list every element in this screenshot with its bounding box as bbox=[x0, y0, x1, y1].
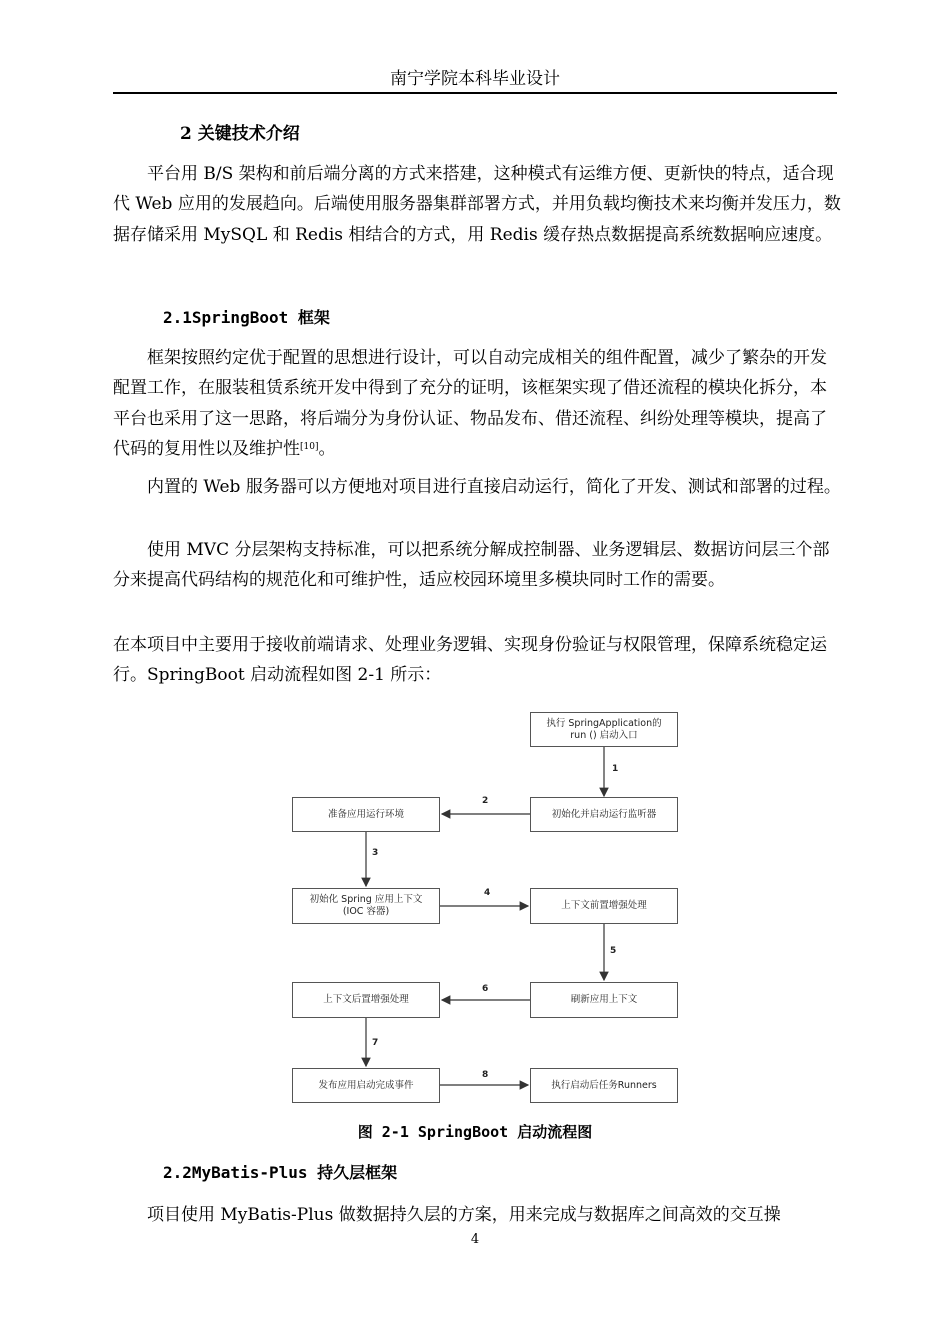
step-label-8: 8 bbox=[482, 1070, 489, 1080]
paragraph-text: 内置的 Web 服务器可以方便地对项目进行直接启动运行，简化了开发、测试和部署的过程。 bbox=[147, 477, 841, 497]
springboot-flowchart bbox=[290, 708, 682, 1108]
flow-box-publish-event: 发布应用启动完成事件 bbox=[292, 1068, 440, 1103]
flow-box-pre-processing: 上下文前置增强处理 bbox=[530, 888, 678, 924]
subsection-2-1-paragraph-1 bbox=[113, 343, 843, 464]
flow-box-listeners: 初始化并启动运行监听器 bbox=[530, 797, 678, 832]
paragraph-text: 项目使用 MyBatis-Plus 做数据持久层的方案，用来完成与数据库之间高效的交互操 bbox=[147, 1205, 781, 1225]
flow-box-init-context: 初始化 Spring 应用上下文 (IOC 容器) bbox=[292, 888, 440, 924]
figure-caption: 图 2-1 SpringBoot 启动流程图 bbox=[357, 1123, 593, 1141]
flow-box-post-processing: 上下文后置增强处理 bbox=[292, 982, 440, 1018]
step-label-5: 5 bbox=[610, 946, 617, 956]
flow-box-refresh-context: 刷新应用上下文 bbox=[530, 982, 678, 1018]
page-header: 南宁学院本科毕业设计 bbox=[113, 66, 837, 94]
step-label-2: 2 bbox=[482, 796, 489, 806]
flow-box-runners: 执行启动后任务Runners bbox=[530, 1068, 678, 1103]
paragraph-end: 。 bbox=[318, 438, 336, 459]
paragraph-text: 框架按照约定优于配置的思想进行设计，可以自动完成相关的组件配置，减少了繁杂的开发配置工作，在服装租赁系统开发中得到了充分的证明，该框架实现了借还流程的模块化拆分，本平台也采用了这一思路，将后端分为身份认证、物品发布、借还流程、纠纷处理等模块，提高了代码的复用性以及维护性 bbox=[113, 348, 827, 459]
paragraph-text: 使用 MVC 分层架构支持标准，可以把系统分解成控制器、业务逻辑层、数据访问层三个部分来提高代码结构的规范化和可维护性，适应校园环境里多模块同时工作的需要。 bbox=[113, 540, 830, 591]
subsection-2-1-paragraph-2 bbox=[113, 472, 843, 502]
citation: [10] bbox=[300, 441, 319, 452]
flow-box-run-entry: 执行 SpringApplication的 run () 启动入口 bbox=[530, 712, 678, 747]
subsection-2-1-heading: 2.1SpringBoot 框架 bbox=[163, 308, 330, 327]
section-paragraph-text: 平台用 B/S 架构和前后端分离的方式来搭建，这种模式有运维方便、更新快的特点，适合现代 Web 应用的发展趋向。后端使用服务器集群部署方式，并用负载均衡技术来均衡并发压力，数据存储采用 MySQL 和 Redis 相结合的方式，用 Redis 缓存热点数据提高系统数据响应速度。 bbox=[113, 164, 841, 245]
section-paragraph bbox=[113, 159, 843, 250]
subsection-2-1-paragraph-4: 在本项目中主要用于接收前端请求、处理业务逻辑、实现身份验证与权限管理，保障系统稳定运行。SpringBoot 启动流程如图 2-1 所示： bbox=[113, 635, 827, 686]
step-label-7: 7 bbox=[372, 1038, 379, 1048]
subsection-2-2-heading: 2.2MyBatis-Plus 持久层框架 bbox=[163, 1163, 398, 1182]
flow-box-environment: 准备应用运行环境 bbox=[292, 797, 440, 832]
subsection-2-1-paragraph-3 bbox=[113, 535, 843, 596]
step-label-4: 4 bbox=[484, 888, 491, 898]
page-number: 4 bbox=[470, 1232, 480, 1247]
step-label-6: 6 bbox=[482, 984, 489, 994]
step-label-3: 3 bbox=[372, 848, 379, 858]
section-heading: 2 关键技术介绍 bbox=[180, 124, 300, 144]
subsection-2-2-paragraph-1 bbox=[113, 1200, 843, 1230]
step-label-1: 1 bbox=[612, 764, 619, 774]
